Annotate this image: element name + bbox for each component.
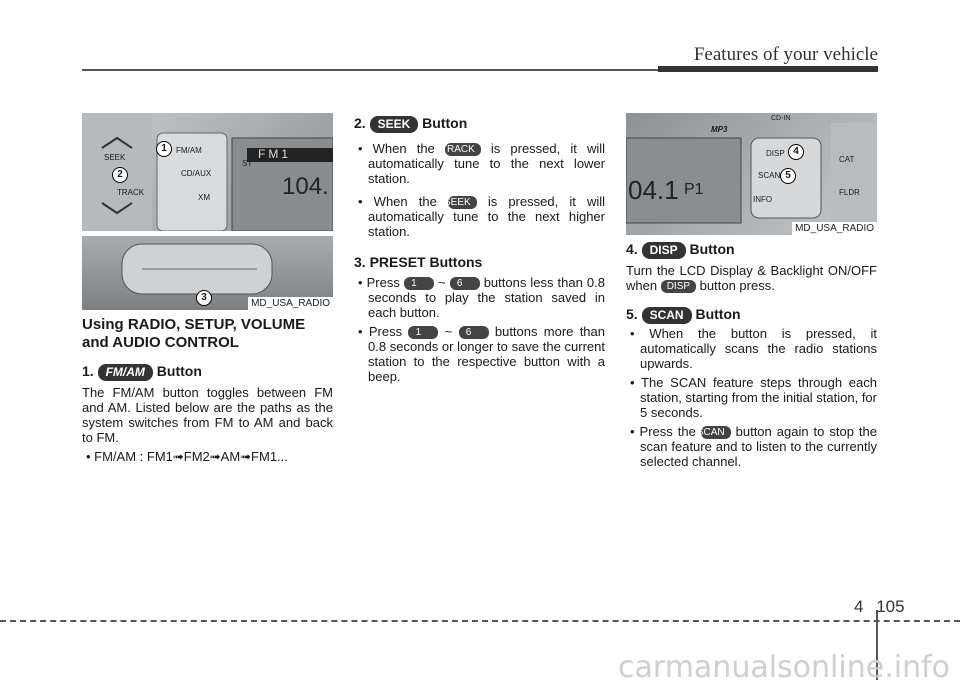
photo-label-xm: XM bbox=[198, 193, 210, 202]
chapter-number: 4 bbox=[854, 597, 864, 616]
seek-key-icon: SEEK bbox=[448, 196, 477, 209]
disp-badge: DISP bbox=[642, 242, 686, 259]
watermark-text: carmanualsonline.info bbox=[618, 650, 950, 685]
photo-label-cdaux: CD/AUX bbox=[181, 169, 212, 178]
photo-label-scan: SCAN bbox=[758, 171, 781, 180]
photo-display-freq-right: 04.1 bbox=[628, 175, 679, 205]
photo-label-track: TRACK bbox=[117, 188, 145, 197]
preset-heading: 3. PRESET Buttons bbox=[354, 253, 483, 270]
preset-key-1-icon: 1 bbox=[404, 277, 434, 290]
preset-short-bullet bbox=[354, 275, 605, 320]
scan-bullet-3 bbox=[626, 424, 877, 469]
disp-body bbox=[626, 263, 877, 293]
callout-4: 4 bbox=[788, 144, 804, 160]
preset-long-bullet bbox=[354, 324, 605, 384]
preset-long-post: buttons more than 0.8 seconds or longer to save the current station to the respective button with a beep. bbox=[368, 323, 605, 385]
footer-rule bbox=[0, 620, 960, 622]
seek-heading-word: Button bbox=[422, 115, 468, 131]
track-bullet bbox=[354, 141, 605, 186]
header-rule bbox=[82, 69, 660, 71]
callout-5: 5 bbox=[780, 168, 796, 184]
seek-bullet-pre: • When the bbox=[358, 193, 437, 209]
preset-long-key-1-icon: 1 bbox=[408, 326, 438, 339]
radio-right-drawing bbox=[626, 113, 877, 235]
section-heading: Using RADIO, SETUP, VOLUME and AUDIO CONTROL bbox=[82, 316, 306, 351]
preset-tilde: ~ bbox=[437, 274, 446, 290]
preset-long-pre: • Press bbox=[358, 323, 403, 339]
radio-photo-top-left bbox=[82, 113, 333, 231]
header-rule-accent bbox=[658, 66, 878, 72]
photo-display-freq: 104. bbox=[282, 173, 329, 200]
seek-bullet-post: is pressed, it will automatically tune to the next higher station. bbox=[368, 193, 605, 239]
scan-button-heading bbox=[626, 305, 877, 324]
fmam-badge: FM/AM bbox=[98, 364, 153, 381]
photo-display-st: ST bbox=[242, 159, 253, 168]
disp-body-post: button press. bbox=[699, 277, 775, 293]
photo-label-disp: DISP bbox=[766, 149, 785, 158]
seek-badge: SEEK bbox=[370, 116, 419, 133]
preset-short-post: buttons less than 0.8 seconds to play the station saved in each button. bbox=[368, 274, 605, 320]
scan-badge: SCAN bbox=[642, 307, 692, 324]
page-header-title: Features of your vehicle bbox=[693, 44, 878, 65]
seek-heading-num: 2. bbox=[354, 115, 366, 131]
radio-photo-bottom-left bbox=[82, 236, 333, 310]
scan-heading-num: 5. bbox=[626, 305, 638, 322]
photo-caption-right: MD_USA_RADIO bbox=[792, 222, 877, 235]
photo-caption-left: MD_USA_RADIO bbox=[248, 297, 333, 310]
scan-heading-word: Button bbox=[695, 305, 741, 322]
fmam-body: The FM/AM button toggles between FM and AM. Listed below are the paths as the system switches from FM to AM and back to FM. bbox=[82, 384, 333, 445]
photo-label-seek: SEEK bbox=[104, 153, 126, 162]
fmam-heading-num: 1. bbox=[82, 363, 94, 379]
scan-bullet-1: • When the button is pressed, it automatically scans the radio stations upwards. bbox=[630, 325, 877, 371]
disp-heading-num: 4. bbox=[626, 241, 638, 257]
seek-bullet bbox=[354, 194, 605, 239]
photo-label-fldr: FLDR bbox=[839, 188, 860, 197]
fmam-path-bullet: • FM/AM : FM1➟FM2➟AM➟FM1... bbox=[86, 448, 288, 464]
fmam-heading-word: Button bbox=[156, 363, 202, 379]
seek-button-heading bbox=[354, 114, 605, 133]
photo-label-mp3: MP3 bbox=[711, 125, 728, 134]
scan-bullet-3-post: button again to stop the scan feature and to listen to the currently selected channel. bbox=[640, 423, 878, 469]
callout-3: 3 bbox=[196, 290, 212, 306]
radio-photo-top-right bbox=[626, 113, 877, 235]
fmam-button-heading bbox=[82, 362, 333, 381]
column-3-text bbox=[626, 240, 877, 469]
preset-key-6-icon: 6 bbox=[450, 277, 480, 290]
photo-label-cdin: CD-IN bbox=[771, 115, 791, 122]
page-number bbox=[854, 597, 905, 617]
callout-1: 1 bbox=[156, 141, 172, 157]
preset-short-pre: • Press bbox=[358, 274, 400, 290]
column-1-text bbox=[82, 316, 333, 464]
callout-2: 2 bbox=[112, 167, 128, 183]
scan-key-icon: SCAN bbox=[701, 426, 731, 439]
photo-display-preset: P1 bbox=[684, 181, 704, 198]
page-number-value: 105 bbox=[876, 597, 905, 616]
track-bullet-pre: • When the bbox=[358, 140, 435, 156]
column-2-text bbox=[354, 114, 605, 384]
disp-button-heading bbox=[626, 240, 877, 259]
photo-label-fmam: FM/AM bbox=[176, 146, 202, 155]
photo-label-info: INFO bbox=[753, 195, 773, 204]
preset-long-key-6-icon: 6 bbox=[459, 326, 489, 339]
disp-body-pre: Turn the LCD Display & Backlight ON/OFF when bbox=[626, 262, 877, 293]
photo-label-cat: CAT bbox=[839, 155, 855, 164]
disp-heading-word: Button bbox=[689, 241, 735, 257]
scan-bullet-3-pre: • Press the bbox=[630, 423, 696, 439]
track-bullet-post: is pressed, it will automatically tune to the next lower station. bbox=[368, 140, 605, 186]
track-key-icon: TRACK bbox=[445, 143, 481, 156]
scan-bullet-2: • The SCAN feature steps through each station, starting from the initial station, for 5 seconds. bbox=[630, 374, 877, 420]
preset-long-tilde: ~ bbox=[444, 323, 453, 339]
disp-key-icon: DISP bbox=[661, 280, 696, 293]
photo-display-band: FM1 bbox=[258, 147, 291, 161]
